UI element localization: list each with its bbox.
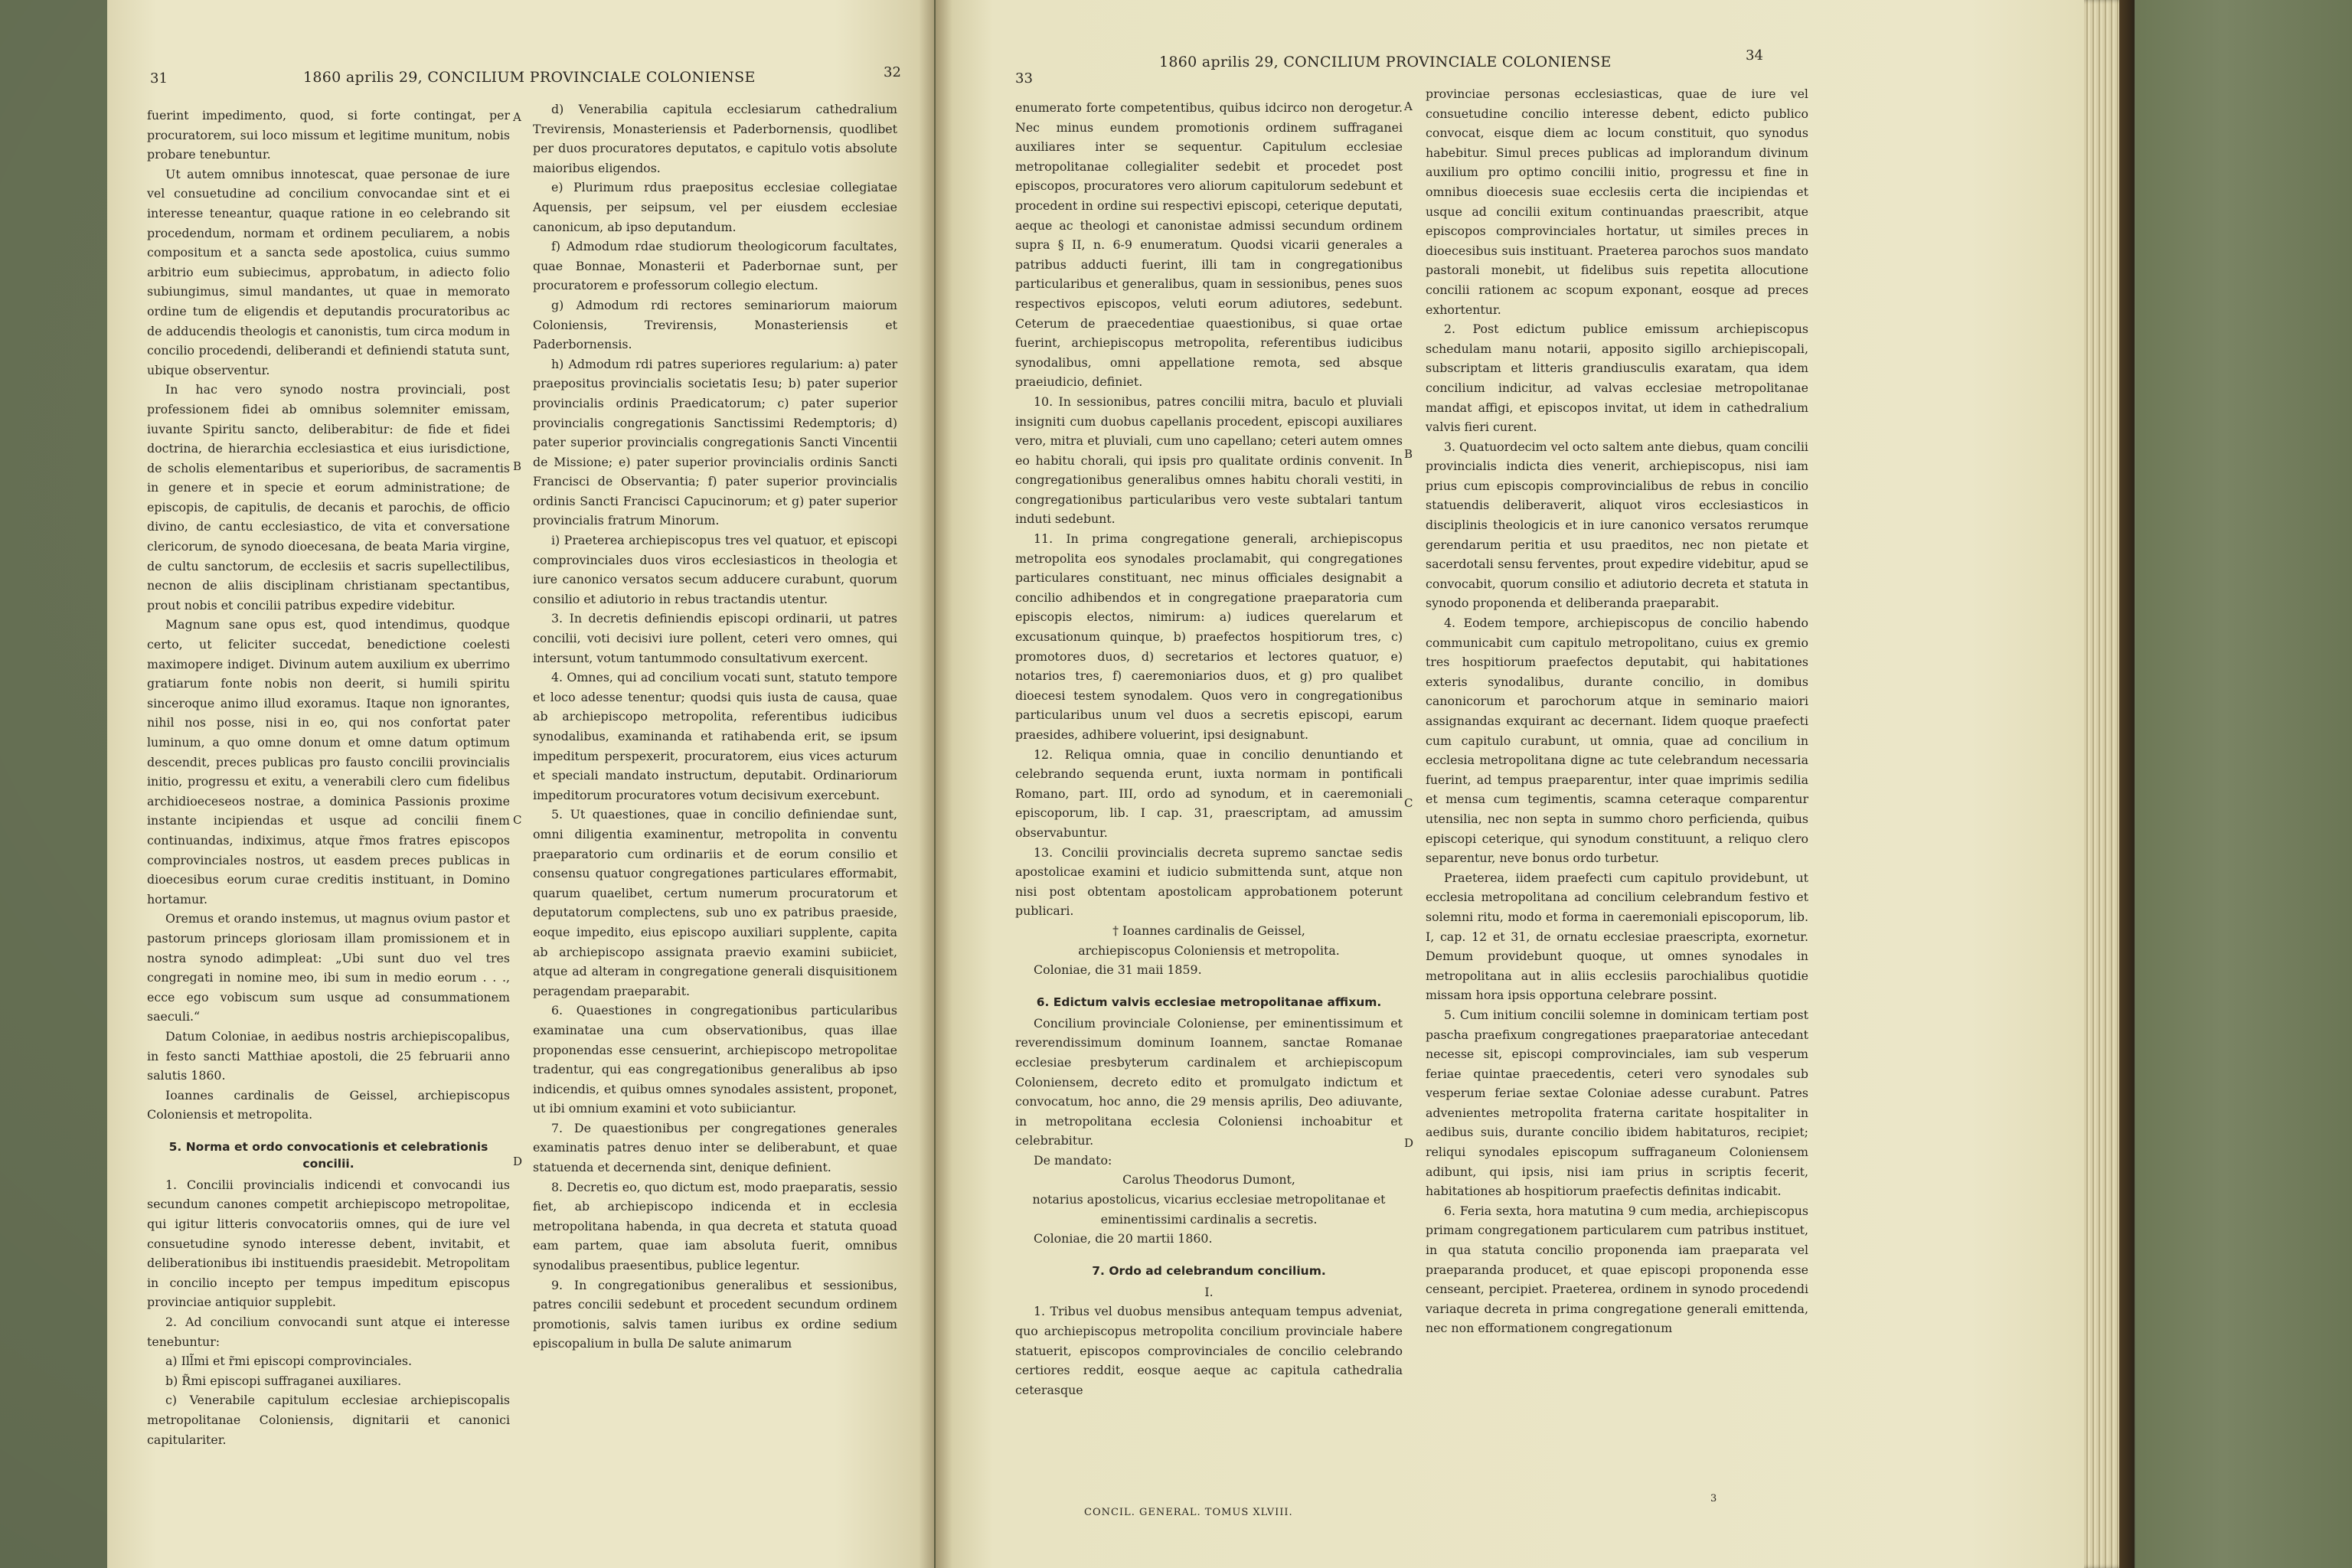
- paragraph: 5. Cum initium concilii solemne in dominicam tertiam post pascha praefixum congregationes praeparatoriae antecedant necesse sit, episcopi comprovinciales, iam sub vesperum feriae quintae praecedentis, ceteri vero synodales sub vesperum feriae sextae Coloniae adesse curabunt. Patres advenientes metropolita fraterna caritate hospitaliter in aedibus suis, durante concilio ibidem habitaturos, recipiet; reliqui synodales episcopum suffraganeum Coloniensem adibunt, qui ipsis, nisi iam prius in scriptis fecerit, habitationes ab hospitiorum praefectis definitas indicabit.: [1426, 1007, 1808, 1199]
- section-heading: 5. Norma et ordo convocationis et celebrationis concilii.: [168, 1139, 488, 1171]
- right-page-column-2: [1426, 84, 1808, 1338]
- signature-line: Carolus Theodorus Dumont,: [1122, 1172, 1295, 1187]
- paragraph: 9. In congregationibus generalibus et sessionibus, patres concilii sedebunt et procedent secundum ordinem promotionis, salvis tamen iuribus ex ordine sedium episcopalium in bulla De salute animarum: [533, 1277, 897, 1351]
- paragraph: e) Plurimum rdus praepositus ecclesiae collegiatae Aquensis, per seipsum, vel per eiusdem ecclesiae canonicum, ab ipso deputandum.: [533, 180, 897, 234]
- signature-line: † Ioannes cardinalis de Geissel,: [1112, 923, 1305, 938]
- paragraph: 12. Reliqua omnia, quae in concilio denuntiando et celebrando sequenda erunt, iuxta normam in pontificali Romano, part. III, ordo ad synodum, et in caeremoniali episcoporum, lib. I cap. 31, praescriptam, ad amussim observabuntur.: [1015, 746, 1403, 840]
- right-page-column-1: [1015, 98, 1403, 1400]
- right-page: [936, 0, 2084, 1568]
- paragraph: h) Admodum rdi patres superiores regularium: a) pater praepositus provincialis societatis Iesu; b) pater superior provincialis ordinis Praedicatorum; c) pater superior provincialis congregationis Sanctissimi Redemptoris; d) pater superior provincialis congregationis Sancti Vincentii de Missione; e) pater superior provincialis ordinis Sancti Francisci de Observantia; f) pater superior provincialis ordinis Sancti Francisci Capucinorum; et g) pater superior provincialis fratrum Minorum.: [533, 356, 897, 528]
- paragraph: 13. Concilii provincialis decreta supremo sanctae sedis apostolicae examini et iudicio submittenda sunt, atque non nisi post obtentam apostolicam approbationem poterunt publicari.: [1015, 844, 1403, 919]
- paragraph: 3. In decretis definiendis episcopi ordinarii, ut patres concilii, voti decisivi iure pollent, ceteri vero omnes, qui intersunt, votum tantummodo consultativum exercent.: [533, 611, 897, 665]
- running-head-left: 1860 aprilis 29, CONCILIUM PROVINCIALE COLONIENSE: [303, 69, 756, 86]
- paragraph: Datum Coloniae, in aedibus nostris archiepiscopalibus, in festo sancti Matthiae apostoli, die 25 februarii anno salutis 1860.: [147, 1028, 510, 1083]
- paragraph: a) Ill̃mi et r̃mi episcopi comprovinciales.: [165, 1354, 412, 1369]
- signature-mark: 3: [1710, 1493, 1717, 1504]
- paragraph: 2. Ad concilium convocandi sunt atque ei interesse tenebuntur:: [147, 1315, 510, 1349]
- running-head-right: 1860 aprilis 29, CONCILIUM PROVINCIALE COLONIENSE: [1159, 54, 1612, 70]
- paragraph: 10. In sessionibus, patres concilii mitra, baculo et pluviali insigniti cum duobus capellanis procedent, episcopi auxiliares vero, mitra et pluviali, cum uno capellano; ceteri autem omnes eo habitu chorali, qui ipsis pro qualitate ordinis convenit. In congregationibus generalibus omnes habitu chorali vestiti, in congregationibus particularibus vero veste subtalari tantum induti sedebunt.: [1015, 394, 1403, 527]
- paragraph: provinciae personas ecclesiasticas, quae de iure vel consuetudine concilio interesse debent, edicto publico convocat, eisque diem ac locum constituit, quo synodus habebitur. Simul preces publicas ad implorandum divinum auxilium pro optimo concilii initio, progressu et fine in omnibus dioecesis suae ecclesiis certa die incipiendas et usque ad concilii exitum continuandas praescribit, atque episcopos comprovinciales hortatur, ut similes preces in dioecesibus suis instituant. Praeterea parochos suos mandato pastorali monebit, ut fidelibus suis repetita allocutione concilii rationem ac scopum exponant, eosque ad preces exhortentur.: [1426, 87, 1808, 317]
- section-heading: 6. Edictum valvis ecclesiae metropolitanae affixum.: [1036, 995, 1382, 1009]
- paragraph: 4. Omnes, qui ad concilium vocati sunt, statuto tempore et loco adesse tenentur; quodsi quis iusta de causa, quae ab archiepiscopo metropolita, referentibus iudicibus synodalibus, examinanda et ratihabenda erit, se ipsum impeditum perspexerit, procuratorem, eius vices acturum et speciali mandato instructum, deputabit. Ordinariorum impeditorum procuratores votum decisivum exercebunt.: [533, 670, 897, 802]
- paragraph: Ioannes cardinalis de Geissel, archiepiscopus Coloniensis et metropolita.: [147, 1087, 510, 1122]
- left-page-column-2: [533, 100, 897, 1354]
- paragraph: 6. Quaestiones in congregationibus particularibus examinatae una cum observationibus, quas illae proponendas esse censuerint, archiepiscopo metropolitae tradentur, qui eas congregationibus generalibus ab ipso indicendis, et quibus omnes synodales assistent, proponet, ut ibi omnium examini et voto subiiciantur.: [533, 1003, 897, 1116]
- paragraph: 2. Post edictum publice emissum archiepiscopus schedulam manu notarii, apposito sigillo archiepiscopali, subscriptam et litteris grandiusculis exaratam, qua idem concilium indicitur, ad valvas ecclesiae metropolitanae mandat affigi, et episcopos invitat, ut idem in cathedralium valvis fieri curent.: [1426, 322, 1808, 435]
- paragraph: i) Praeterea archiepiscopus tres vel quatuor, et episcopi comprovinciales duos viros ecclesiasticos in theologia et iure canonico versatos secum adducere curabunt, quorum consilio et adiutorio in rebus tractandis utentur.: [533, 533, 897, 606]
- margin-letter-c: C: [513, 813, 522, 827]
- book-gutter: [919, 0, 952, 1568]
- book-cover-edge: [2119, 0, 2135, 1568]
- page-number-left: 31: [150, 70, 168, 87]
- paragraph: Coloniae, die 31 maii 1859.: [1034, 962, 1202, 978]
- margin-letter-a-right: A: [1404, 100, 1413, 113]
- paragraph: 1. Tribus vel duobus mensibus antequam tempus adveniat, quo archiepiscopus metropolita concilium provinciale habere statuerit, episcopos comprovinciales de concilio celebrando certiores reddit, eosque aeque ac capitula cathedralia ceterasque: [1015, 1304, 1403, 1397]
- paragraph: 5. Ut quaestiones, quae in concilio definiendae sunt, omni diligentia examinentur, metropolita in conventu praeparatorio cum ordinariis et de eorum consilio et consensu quatuor congregationes particulares efformabit, quarum quaelibet, certum numerum procuratorum et deputatorum complectens, sub uno ex patribus praeside, eoque impedito, eius episcopo auxiliari supplente, capita ab archiepiscopo assignata praevio examini subiiciet, atque ad alteram in congregatione generali disquisitionem peragendam praeparabit.: [533, 807, 897, 998]
- paragraph: Praeterea, iidem praefecti cum capitulo providebunt, ut ecclesia metropolitana ad concilium celebrandum festivo et solemni ritu, modo et forma in caeremoniali episcoporum, lib. I, cap. 12 et 31, de ornatu ecclesiae praescripta, exornetur. Demum providebunt quoque, ut omnes synodales in metropolitana aut in aliis ecclesiis parochialibus quotidie missam hora ipsis opportuna celebrare possint.: [1426, 870, 1808, 1003]
- paragraph: De mandato:: [1034, 1152, 1112, 1168]
- signature-line: notarius apostolicus, vicarius ecclesiae metropolitanae et eminentissimi cardinalis a secretis.: [1032, 1192, 1386, 1227]
- paragraph: enumerato forte competentibus, quibus idcirco non derogetur. Nec minus eundem promotionis ordinem suffraganei auxiliares inter se sequentur. Capitulum ecclesiae metropolitanae collegialiter sedebit et procedet post episcopos, procuratores vero aliorum capitulorum sedebunt et procedent in ordine sui respectivi episcopi, ceterique deputati, aeque ac theologi et canonistae admissi secundum ordinem supra § II, n. 6-9 enumeratum. Quodsi vicarii generales a patribus adducti fuerint, illi tam in congregationibus particularibus et generalibus, quam in sessionibus, penes suos respectivos episcopos, veluti eorum adiutores, sedebunt. Ceterum de praecedentiae quaestionibus, si quae ortae fuerint, archiepiscopus metropolita, referentibus iudicibus synodalibus, omni appellatione remota, sed absque praeiudicio, definiet.: [1015, 100, 1403, 390]
- page-number-right: 33: [1015, 70, 1033, 87]
- margin-letter-d-right: D: [1404, 1136, 1414, 1150]
- paragraph: 1. Concilii provincialis indicendi et convocandi ius secundum canones competit archiepiscopo metropolitae, qui igitur litteris convocatoriis omnes, qui de iure vel consuetudine synodo interesse debent, invitabit, et deliberationibus ibi instituendis praesidebit. Metropolitam in concilio incepto per tempus impeditum episcopus provinciae antiquior supplebit.: [147, 1177, 510, 1310]
- paragraph: d) Venerabilia capitula ecclesiarum cathedralium Trevirensis, Monasteriensis et Paderbornensis, quodlibet per duos procuratores deputatos, e capitulo votis absolute maioribus eligendos.: [533, 102, 897, 175]
- margin-letter-b: B: [513, 459, 522, 473]
- paragraph: fuerint impedimento, quod, si forte contingat, per procuratorem, sui loco missum et legitime munitum, nobis probare tenebuntur.: [147, 108, 510, 162]
- paragraph: Ut autem omnibus innotescat, quae personae de iure vel consuetudine ad concilium convocandae sint et ei interesse teneantur, quaque ratione in eo celebrando sit procedendum, normam et ordinem peculiarem, a nobis compositum et a sancta sede apostolica, cuius summo arbitrio eum subiecimus, approbatum, in adiecto folio subiungimus, simul mandantes, ut quae in memorato ordine tum de eligendis et deputandis procuratoribus ac de adducendis theologis et canonistis, tum circa modum in concilio procedendi, deliberandi et definiendi statuta sunt, ubique observentur.: [147, 166, 510, 377]
- paragraph: b) R̃mi episcopi suffraganei auxiliares.: [165, 1373, 402, 1388]
- margin-letter-d: D: [513, 1155, 523, 1168]
- volume-footer: CONCIL. GENERAL. TOMUS XLVIII.: [1084, 1507, 1293, 1518]
- left-page-column-1: [147, 106, 510, 1449]
- paragraph: f) Admodum rdae studiorum theologicorum facultates, quae Bonnae, Monasterii et Paderbornae sunt, per procuratorem e professorum collegio electum.: [533, 239, 897, 293]
- margin-letter-b-right: B: [1404, 447, 1413, 461]
- page-number-left-col2: 32: [884, 64, 901, 80]
- paragraph: Oremus et orando instemus, ut magnus ovium pastor et pastorum princeps gloriosam illam promissionem et in nostra synodo adimpleat: „Ubi sunt duo vel tres congregati in nomine meo, ibi sum in medio eorum . . ., ecce ego vobiscum sum usque ad consummationem saeculi.“: [147, 911, 510, 1024]
- section-heading: 7. Ordo ad celebrandum concilium.: [1092, 1263, 1326, 1278]
- page-number-right-col2: 34: [1746, 47, 1763, 64]
- margin-letter-a: A: [513, 110, 521, 124]
- paragraph: c) Venerabile capitulum ecclesiae archiepiscopalis metropolitanae Coloniensis, dignitarii et canonici capitulariter.: [147, 1393, 510, 1447]
- paragraph: 3. Quatuordecim vel octo saltem ante diebus, quam concilii provincialis indicta dies venerit, archiepiscopus, nisi iam prius cum episcopis comprovincialibus de rebus in concilio statuendis deliberaverit, aliquot viros ecclesiasticos in disciplinis theologicis et in iure canonico versatos rerumque gerendarum peritia et usu praeditos, nec non pietate et sacerdotali sensu ferventes, prout expedire videbitur, apud se convocabit, quorum consilio et adiutorio decreta et statuta in synodo proponenda et deliberanda praeparabit.: [1426, 439, 1808, 611]
- margin-letter-c-right: C: [1404, 796, 1413, 810]
- paragraph: 8. Decretis eo, quo dictum est, modo praeparatis, sessio fiet, ab archiepiscopo indicenda et in ecclesia metropolitana habenda, in qua decreta et statuta quoad eam partem, quae iam absoluta fuerit, omnibus synodalibus praesentibus, publice legentur.: [533, 1179, 897, 1273]
- paragraph: g) Admodum rdi rectores seminariorum maiorum Coloniensis, Trevirensis, Monasteriensis et Paderbornensis.: [533, 297, 897, 352]
- paragraph: Concilium provinciale Coloniense, per eminentissimum et reverendissimum dominum Ioannem, sanctae Romanae ecclesiae presbyterum cardinalem et archiepiscopum Coloniensem, decreto edito et promulgato indictum et convocatum, hoc anno, die 29 mensis aprilis, Deo adiuvante, in metropolitana ecclesia Coloniensi inchoabitur et celebrabitur.: [1015, 1015, 1403, 1148]
- paragraph: 4. Eodem tempore, archiepiscopus de concilio habendo communicabit cum capitulo metropolitano, cuius ex gremio tres hospitiorum praefectos deputabit, qui habitationes exteris synodalibus, durante concilio, in domibus canonicorum et parochorum atque in seminario maiori assignandas exquirant ac decernant. Iidem quoque praefecti cum capitulo curabunt, ut omnia, quae ad concilium in ecclesia metropolitana digne ac tute celebrandum necessaria fuerint, ad tempus praeparentur, inter quae imprimis sedilia et mensa cum tegimentis, scamna ceteraque comparentur utensilia, nec non septa in summo choro perficienda, quibus episcopi ceterique, qui synodum constituunt, a reliquo clero separentur, neve bonus ordo turbetur.: [1426, 616, 1808, 866]
- paragraph: Coloniae, die 20 martii 1860.: [1034, 1231, 1213, 1246]
- signature-line: I.: [1204, 1284, 1214, 1299]
- paragraph: 11. In prima congregatione generali, archiepiscopus metropolita eos synodales proclamabit, qui congregationes particulares constituant, nec minus officiales designabit a concilio adhibendos et in congregatione praeparatoria cum episcopis electos, nimirum: a) iudices querelarum et excusationum quinque, b) praefectos hospitiorum tres, c) promotores duos, d) secretarios et lectores quatuor, e) notarios tres, f) caeremoniarios duos, et g) pro qualibet dioecesi testem synodalem. Quos vero in congregationibus particularibus unum vel duos a secretis episcopi, earum praesides, adhibere voluerint, ipsi designabunt.: [1015, 531, 1403, 742]
- paragraph: 6. Feria sexta, hora matutina 9 cum media, archiepiscopus primam congregationem particularem cum patribus instituet, in qua statuta concilio proponenda iam praeparata vel praeparanda producet, et quae episcopi proponenda esse censeant, percipiet. Praeterea, ordinem in synodo procedendi variaque decreta in prima congregatione generali emittenda, nec non efformationem congregationum: [1426, 1203, 1808, 1336]
- signature-line: archiepiscopus Coloniensis et metropolita.: [1078, 942, 1340, 958]
- background-cloth: [2136, 0, 2352, 1568]
- paragraph: In hac vero synodo nostra provinciali, post professionem fidei ab omnibus solemniter emissam, iuvante Spiritu sancto, deliberabitur: de fide et fidei doctrina, de hierarchia ecclesiastica et eius iurisdictione, de scholis elementaribus et superioribus, de sacramentis in genere et in specie et eorum administratione; de episcopis, de capitulis, de decanis et parochis, de officio divino, de cantu ecclesiastico, de vita et conversatione clericorum, de synodo dioecesana, de beata Maria virgine, de cultu sanctorum, de ecclesiis et sacris supellectilibus, necnon de aliis disciplinam christianam spectantibus, prout nobis et concilii patribus expedire videbitur.: [147, 382, 510, 612]
- left-page: [107, 0, 934, 1568]
- paragraph: Magnum sane opus est, quod intendimus, quodque certo, ut feliciter succedat, benedictione coelesti maximopere indiget. Divinum autem auxilium ex uberrimo gratiarum fonte nobis non deerit, si humili spiritu sinceroque animo illud exoramus. Itaque non ignorantes, nihil nos posse, nisi in eo, qui nos confortat pater luminum, a quo omne donum et omne datum optimum descendit, preces publicas pro fausto concilii provincialis initio, progressu et exitu, a venerabili clero cum fidelibus archidioeceseos nostrae, a dominica Passionis proxime instante incipiendas et usque ad concilii finem continuandas, indiximus, atque r̃mos fratres episcopos comprovinciales nostros, ut easdem preces publicas in dioecesibus eorum curae creditis instituant, in Domino hortamur.: [147, 617, 510, 906]
- paragraph: 7. De quaestionibus per congregationes generales examinatis patres denuo inter se deliberabunt, et quae statuenda et decernenda sint, denique definient.: [533, 1120, 897, 1175]
